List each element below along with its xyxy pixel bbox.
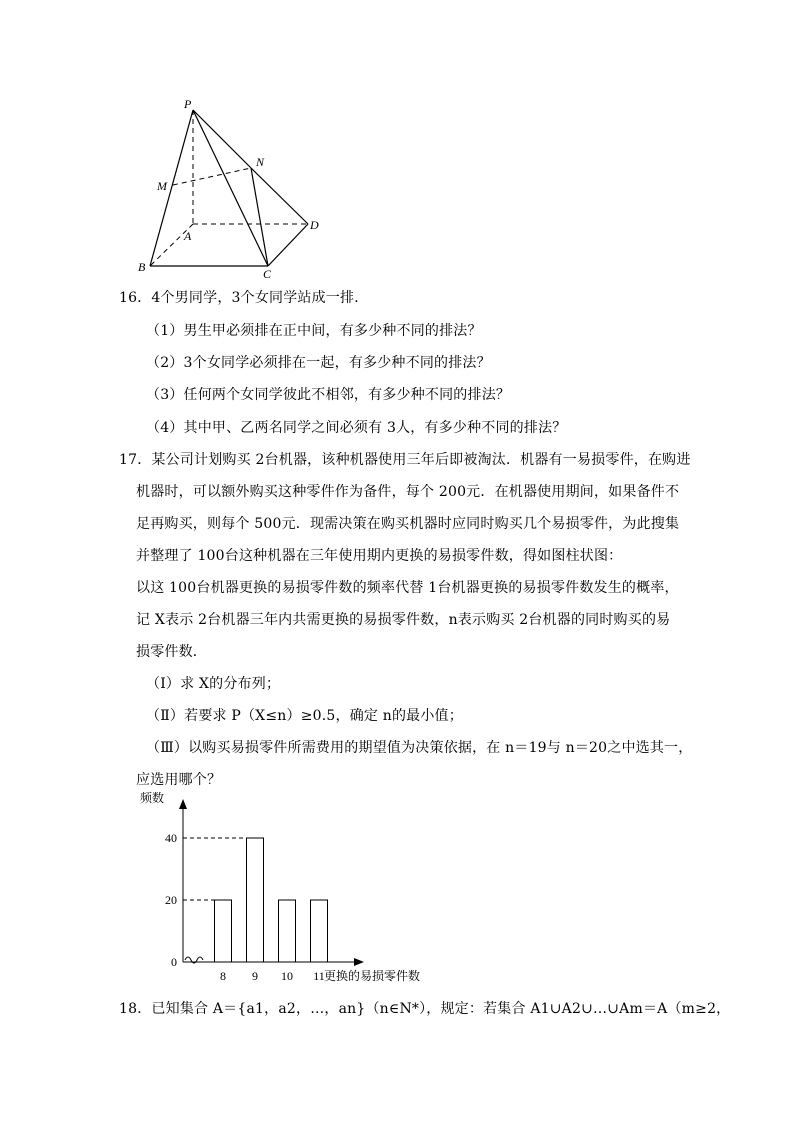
y-axis-arrow [179,799,187,809]
bar-10 [279,900,296,962]
x-tick-label: 10 [281,969,293,983]
label-M: M [157,179,167,193]
q16-part-1: （1）男生甲必须排在正中间，有多少种不同的排法？ [146,323,482,339]
y-tick-label: 0 [171,955,177,969]
q16-part-3: （3）任何两个女同学彼此不相邻，有多少种不同的排法？ [146,387,511,403]
bar-11 [311,900,328,962]
edge-CD [268,224,308,266]
q17-part-4: 应选用哪个？ [136,772,222,788]
y-tick-label: 40 [165,831,177,845]
bar-9 [247,838,264,962]
label-C: C [263,267,272,281]
q17-line-4: 并整理了 100台这种机器在三年使用期内更换的易损零件数，得如图柱状图： [136,548,623,564]
edge-PN [193,110,251,168]
q16-stem: 16．4个男同学，3个女同学站成一排． [119,290,369,306]
label-D: D [310,218,319,232]
x-axis-label: 更换的易损零件数 [324,969,421,983]
q17-line-7: 损零件数． [136,644,207,660]
q17-part-1: （Ⅰ）求 X的分布列； [146,676,281,692]
y-tick-label: 20 [165,893,177,907]
label-B: B [138,260,146,274]
x-tick-label: 11 [313,969,325,983]
q16-part-4: （4）其中甲、乙两名同学之间必须有 3人，有多少种不同的排法？ [146,420,567,436]
label-P: P [184,97,192,111]
q17-line-2: 机器时，可以额外购买这种零件作为备件，每个 200元．在机器使用期间，如果备件不 [136,484,680,500]
y-axis-label: 频数 [140,791,165,805]
bar-chart [130,788,470,988]
q17-line-1: 17．某公司计划购买 2台机器，该种机器使用三年后即被淘汰．机器有一易损零件，在购进 [119,452,691,468]
bar-8 [215,900,232,962]
pyramid-figure [130,92,330,284]
x-axis-arrow [354,958,364,966]
x-tick-label: 8 [220,969,226,983]
q17-line-6: 记 X表示 2台机器三年内共需更换的易损零件数，n表示购买 2台机器的同时购买的易 [136,612,671,628]
edge-MN [173,168,251,185]
q17-part-3: （Ⅲ）以购买易损零件所需费用的期望值为决策依据，在 n＝19与 n＝20之中选其一， [146,740,693,756]
edge-PC [193,110,268,266]
x-tick-label: 9 [252,969,258,983]
label-A: A [184,229,192,243]
label-N: N [256,155,265,169]
q17-line-3: 足再购买，则每个 500元．现需决策在购买机器时应同时购买几个易损零件，为此搜集 [136,516,680,532]
q17-line-5: 以这 100台机器更换的易损零件数的频率代替 1台机器更换的易损零件数发生的概率， [136,580,679,596]
q16-part-2: （2）3个女同学必须排在一起，有多少种不同的排法？ [146,355,491,371]
q18-line-1: 18．已知集合 A＝{a1，a2，…，an}（n∈N*），规定：若集合 A1∪A2∪…∪Am＝A（m≥2， [119,1001,731,1017]
q17-part-2: （Ⅱ）若要求 P（X≤n）≥0.5，确定 n的最小值； [146,708,463,724]
